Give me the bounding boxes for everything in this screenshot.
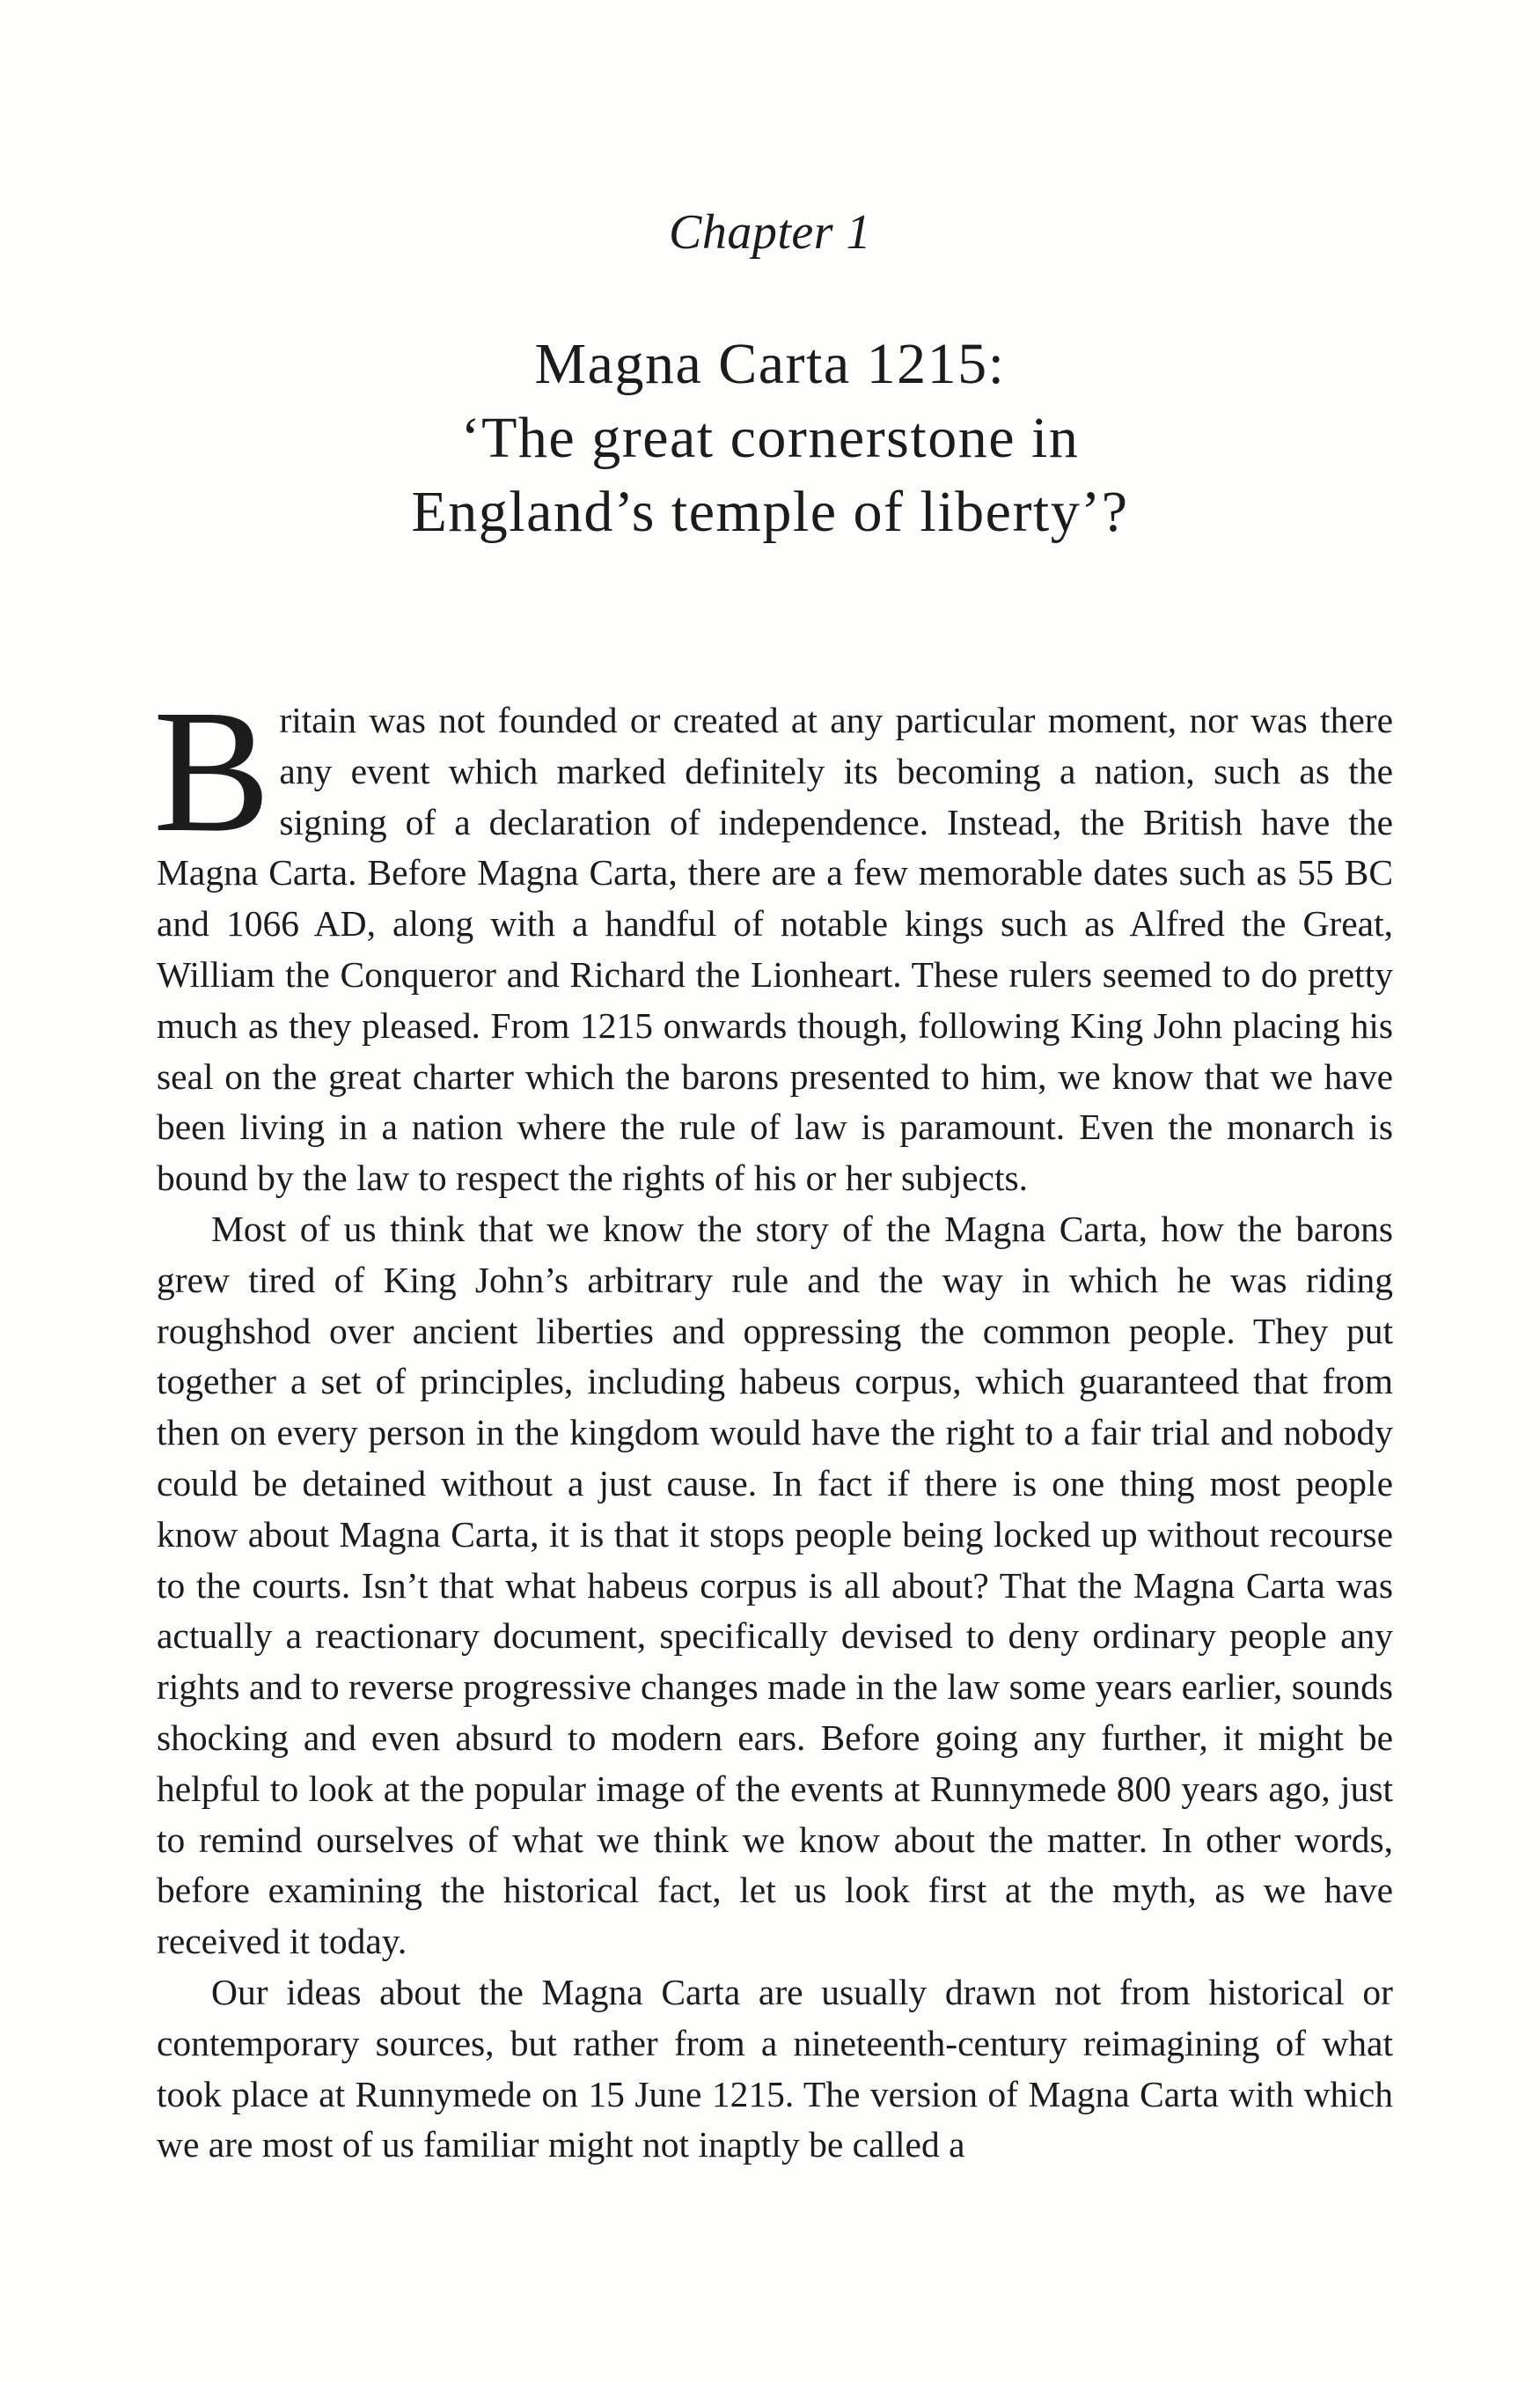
paragraph-1: [153, 674, 1393, 1204]
chapter-title-line-3: England’s temple of liberty’?: [411, 480, 1129, 544]
paragraph-3: Our ideas about the Magna Carta are usually drawn not from historical or contemporary sources, but rather from a nineteenth-century reimagining of what took place at Runnymede on 15 June 1215. The version of Magna Carta with which we are most of us familiar might not inaptly be called a: [157, 1971, 1393, 2165]
chapter-label: Chapter 1: [668, 205, 872, 260]
chapter-title-line-2: ‘The great cornerstone in: [460, 406, 1080, 470]
body-text: [153, 674, 1393, 2171]
paragraph-1-text: ritain was not founded or created at any particular moment, nor was there any event which marked definitely its becoming a nation, such as the signing of a declaration of independence. Instead, the British have the Magna Carta. Before Magna Carta, there are a few memorable dates such as 55 BC and 1066 AD, along with a handful of notable kings such as Alfred the Great, William the Conqueror and Richard the Lionheart. These rulers seemed to do pretty much as they pleased. From 1215 onwards though, following King John placing his seal on the great charter which the barons presented to him, we know that we have been living in a nation where the rule of law is paramount. Even the monarch is bound by the law to respect the rights of his or her subjects.: [157, 700, 1393, 1199]
chapter-title-line-1: Magna Carta 1215:: [534, 332, 1006, 396]
chapter-title: [0, 327, 1540, 549]
paragraph-2: Most of us think that we know the story of the Magna Carta, how the barons grew tired of King John’s arbitrary rule and the way in which he was riding roughshod over ancient liberties and oppressing the common people. They put together a set of principles, including habeus corpus, which guaranteed that from then on every person in the kingdom would have the right to a fair trial and nobody could be detained without a just cause. In fact if there is one thing most people know about Magna Carta, it is that it stops people being locked up without recourse to the courts. Isn’t that what habeus corpus is all about? That the Magna Carta was actually a reactionary document, specifically devised to deny ordinary people any rights and to reverse progressive changes made in the law some years earlier, sounds shocking and even absurd to modern ears. Before going any further, it might be helpful to look at the popular image of the events at Runnymede 800 years ago, just to remind ourselves of what we think we know about the matter. In other words, before examining the historical fact, let us look first at the myth, as we have received it today.: [157, 1208, 1393, 1962]
drop-cap: B: [153, 674, 271, 869]
